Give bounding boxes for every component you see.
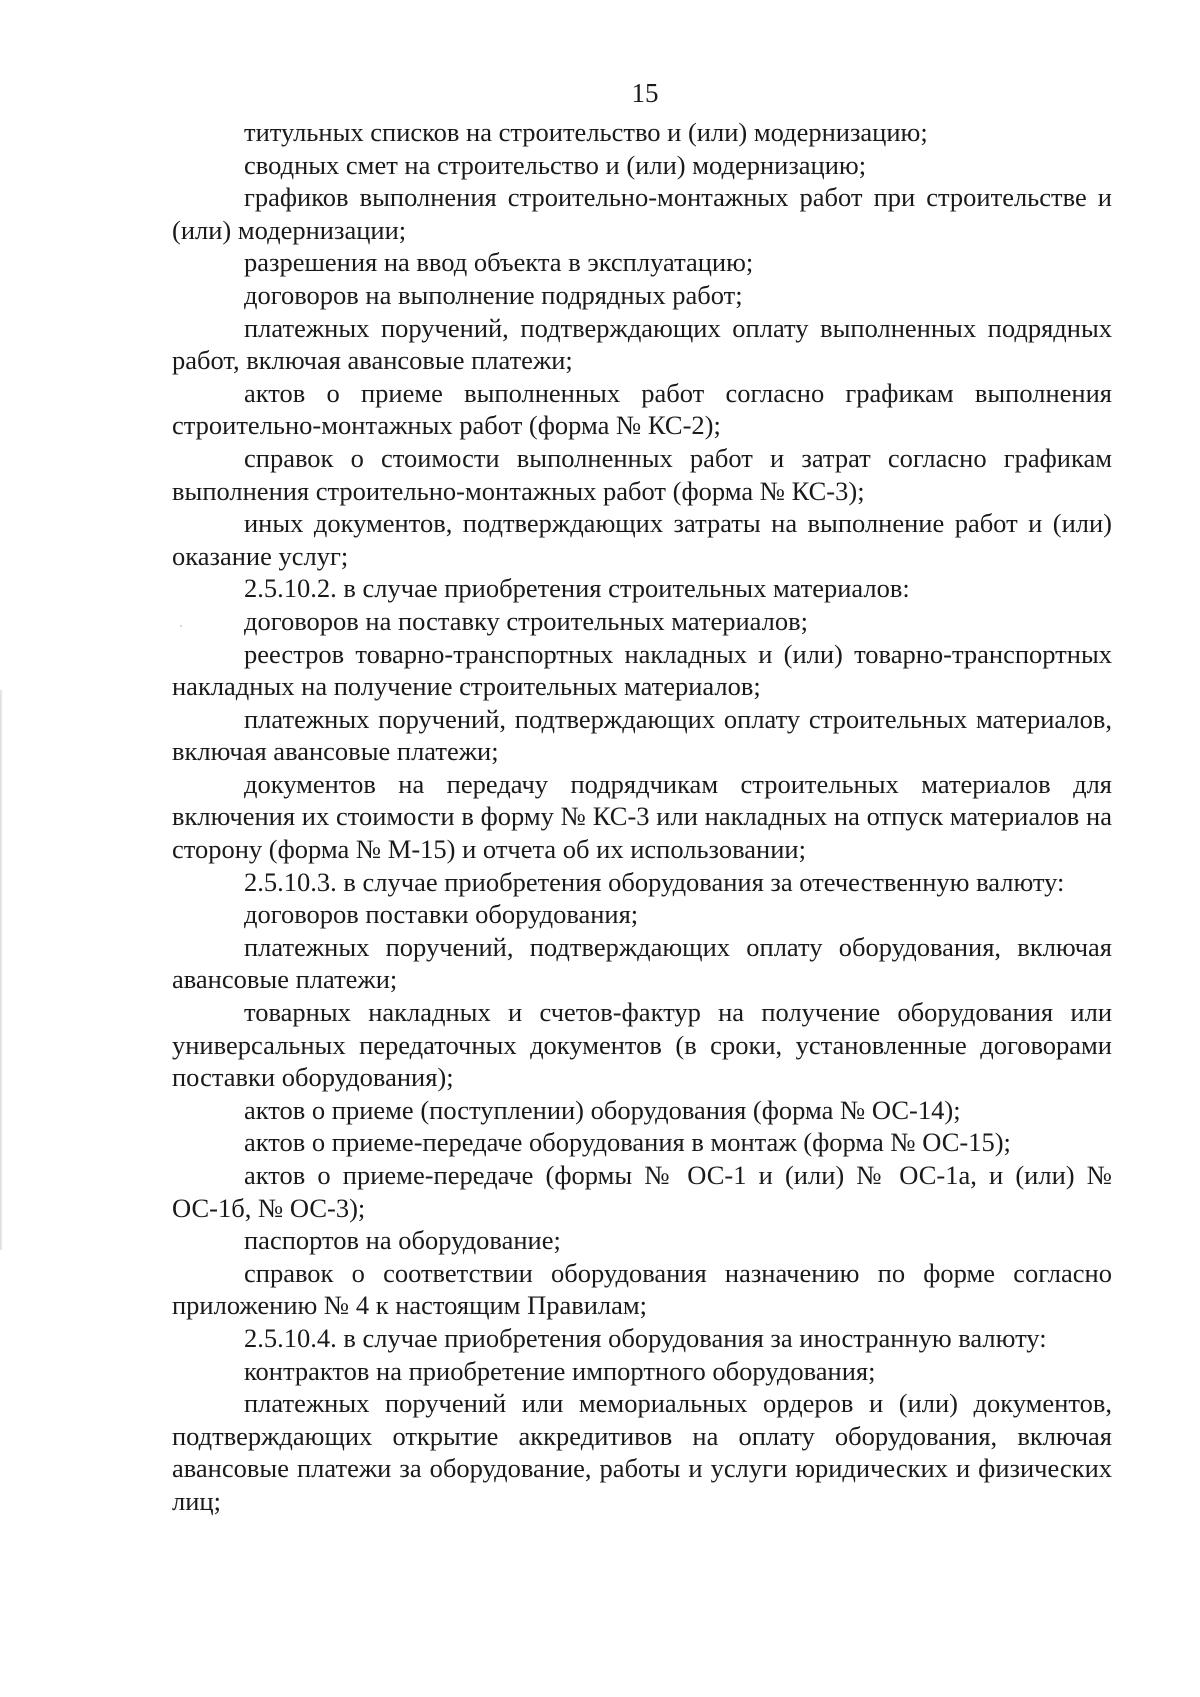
paragraph: контрактов на приобретение импортного оборудования; bbox=[244, 1355, 876, 1386]
paragraph: титульных списков на строительство и (или) модернизацию; bbox=[244, 117, 928, 147]
section-heading-2-5-10-2: 2.5.10.2. в случае приобретения строительных материалов: bbox=[244, 573, 910, 604]
paragraph: договоров поставки оборудования; bbox=[244, 899, 639, 930]
paragraph: договоров на выполнение подрядных работ; bbox=[244, 279, 743, 310]
paragraph: графиков выполнения строительно-монтажных работ при строительстве и (или) модернизации; bbox=[172, 182, 1112, 245]
section-heading-2-5-10-4: 2.5.10.4. в случае приобретения оборудования за иностранную валюту: bbox=[244, 1322, 1047, 1353]
paragraph: сводных смет на строительство и (или) модернизацию; bbox=[244, 149, 867, 180]
paragraph: товарных накладных и счетов-фактур на получение оборудования или универсальных передаточных документов (в сроки, установленные договорами поставки оборудования); bbox=[172, 997, 1112, 1093]
paragraph: договоров на поставку строительных материалов; bbox=[244, 605, 809, 636]
section-heading-2-5-10-3: 2.5.10.3. в случае приобретения оборудования за отечественную валюту: bbox=[244, 866, 1065, 897]
paragraph: платежных поручений или мемориальных ордеров и (или) документов, подтверждающих открытие аккредитивов на оплату оборудования, включая авансовые платежи за оборудование, работы и услуги юридических и физических лиц; bbox=[172, 1388, 1112, 1516]
scan-edge-artifact bbox=[0, 690, 3, 1250]
paragraph: платежных поручений, подтверждающих оплату строительных материалов, включая авансовые платежи; bbox=[172, 703, 1112, 767]
paragraph: иных документов, подтверждающих затраты на выполнение работ и (или) оказание услуг; bbox=[172, 508, 1112, 571]
paragraph: паспортов на оборудование; bbox=[244, 1225, 561, 1256]
paragraph: актов о приеме-передаче оборудования в монтаж (форма № ОС-15); bbox=[244, 1127, 1011, 1158]
paragraph: платежных поручений, подтверждающих оплату выполненных подрядных работ, включая авансовые платежи; bbox=[172, 312, 1112, 376]
paragraph: актов о приеме (поступлении) оборудования (форма № ОС-14); bbox=[244, 1094, 961, 1125]
paragraph: разрешения на ввод объекта в эксплуатацию; bbox=[244, 247, 754, 278]
paragraph: справок о соответствии оборудования назначению по форме согласно приложению № 4 к настоящим Правилам; bbox=[172, 1257, 1112, 1321]
paragraph: документов на передачу подрядчикам строительных материалов для включения их стоимости в форму № КС-3 или накладных на отпуск материалов на сторону (форма № М-15) и отчета об их использовании; bbox=[172, 768, 1112, 865]
paragraph: актов о приеме-передаче (формы № ОС-1 и (или) № ОС-1а, и (или) № ОС-1б, № ОС-3); bbox=[172, 1160, 1112, 1223]
paragraph: платежных поручений, подтверждающих оплату оборудования, включая авансовые платежи; bbox=[172, 931, 1112, 995]
page-number: 15 bbox=[631, 78, 659, 108]
document-body bbox=[172, 116, 1112, 1518]
paragraph: актов о приеме выполненных работ согласно графикам выполнения строительно-монтажных работ (форма № КС-2); bbox=[172, 377, 1112, 441]
paragraph: справок о стоимости выполненных работ и затрат согласно графикам выполнения строительно-монтажных работ (форма № КС-3); bbox=[172, 442, 1112, 506]
paragraph: реестров товарно-транспортных накладных и (или) товарно-транспортных накладных на получение строительных материалов; bbox=[172, 638, 1112, 702]
